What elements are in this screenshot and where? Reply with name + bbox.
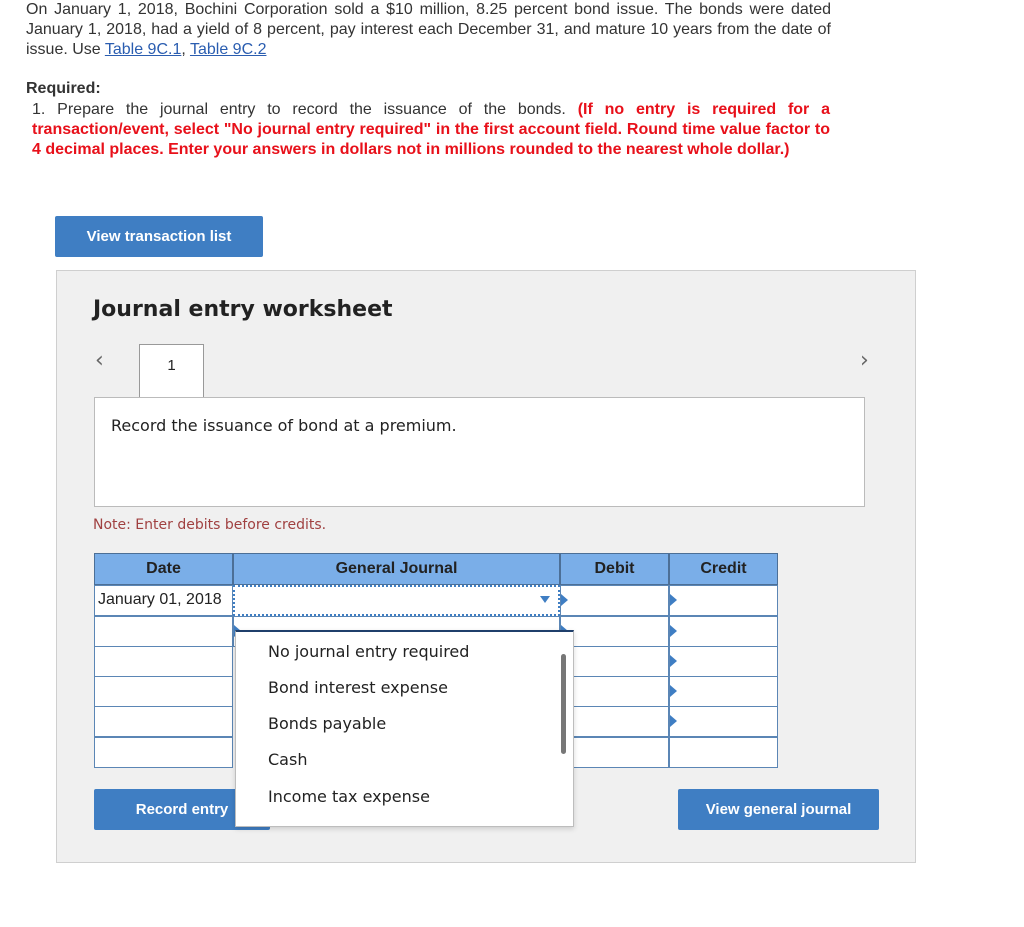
debits-note: Note: Enter debits before credits. (93, 517, 327, 533)
required-item-number: 1. (32, 101, 46, 118)
dropdown-option[interactable]: Income tax expense (268, 787, 430, 806)
table-9c1-link[interactable]: Table 9C.1 (104, 41, 182, 58)
tab-entry-1[interactable]: 1 (139, 344, 204, 398)
dropdown-option[interactable]: Cash (268, 750, 308, 769)
chevron-right-icon[interactable]: › (860, 348, 869, 373)
transaction-description: Record the issuance of bond at a premium. (94, 397, 865, 507)
chevron-left-icon[interactable]: ‹ (95, 348, 104, 373)
credit-input[interactable] (669, 676, 778, 707)
debit-input[interactable] (560, 585, 669, 616)
table-9c2-link[interactable]: Table 9C.2 (189, 41, 267, 58)
cell-marker-icon (561, 594, 568, 606)
dropdown-option[interactable]: No journal entry required (268, 642, 470, 661)
debit-input[interactable] (560, 706, 669, 737)
credit-input[interactable] (669, 616, 778, 647)
debit-input[interactable] (560, 646, 669, 677)
problem-statement (26, 0, 831, 60)
view-general-journal-button[interactable]: View general journal (678, 789, 879, 830)
cell-marker-icon (670, 594, 677, 606)
dropdown-option[interactable]: Bonds payable (268, 714, 387, 733)
date-cell[interactable] (94, 676, 233, 707)
chevron-down-icon[interactable] (540, 596, 550, 603)
credit-input[interactable] (669, 737, 778, 768)
credit-input[interactable] (669, 646, 778, 677)
date-cell[interactable] (94, 706, 233, 737)
worksheet-title: Journal entry worksheet (93, 297, 393, 322)
cell-marker-icon (670, 685, 677, 697)
date-cell[interactable] (94, 737, 233, 768)
date-cell[interactable] (94, 585, 233, 616)
required-heading: Required: (26, 80, 101, 97)
problem-text: On January 1, 2018, Bochini Corporation sold a $10 million, 8.25 percent bond issue. The bonds were dated January 1, 2018, had a yield of 8 percent, pay interest each December 31, and mature 10 years from the date of issue. Use (26, 1, 831, 58)
cell-marker-icon (670, 655, 677, 667)
dropdown-scrollbar[interactable] (561, 654, 566, 754)
date-value: January 01, 2018 (98, 591, 222, 608)
credit-input[interactable] (669, 706, 778, 737)
dropdown-option[interactable]: Bond interest expense (268, 678, 448, 697)
credit-input[interactable] (669, 585, 778, 616)
header-date: Date (94, 553, 233, 585)
debit-input[interactable] (560, 676, 669, 707)
header-general-journal: General Journal (233, 553, 560, 585)
record-entry-button[interactable]: Record entry (94, 789, 270, 830)
required-instruction: Prepare the journal entry to record the issuance of the bonds. (57, 101, 566, 118)
required-item (32, 100, 830, 160)
account-dropdown-list[interactable] (235, 630, 574, 827)
header-debit: Debit (560, 553, 669, 585)
debit-input[interactable] (560, 737, 669, 768)
view-transaction-list-button[interactable]: View transaction list (55, 216, 263, 257)
header-credit: Credit (669, 553, 778, 585)
debit-input[interactable] (560, 616, 669, 647)
account-select[interactable] (233, 585, 560, 616)
required-red-note: (If no entry is required for a transaction/event, select "No journal entry required" in the first account field. Round time value factor to 4 decimal places. Enter your answers in dollars not in millions rounded to the nearest whole dollar.) (32, 101, 830, 158)
date-cell[interactable] (94, 616, 233, 647)
link-separator: , (181, 41, 190, 58)
cell-marker-icon (670, 715, 677, 727)
cell-marker-icon (670, 625, 677, 637)
date-cell[interactable] (94, 646, 233, 677)
